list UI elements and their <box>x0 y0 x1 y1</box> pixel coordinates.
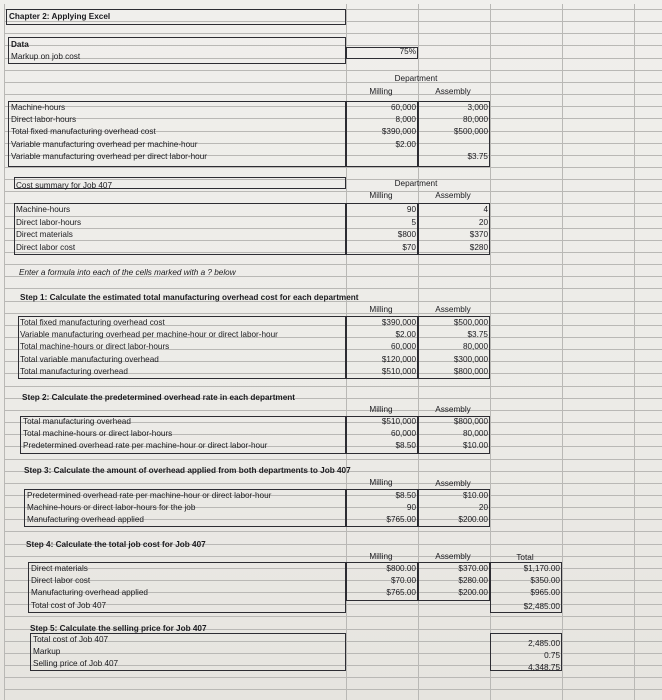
step3-heading: Step 3: Calculate the amount of overhead applied from both departments to Job 407 <box>24 466 351 475</box>
step4-assembly-header: Assembly <box>435 552 471 561</box>
step3-row-label: Machine-hours or direct labor-hours for the job <box>27 503 196 513</box>
step1-milling-value[interactable]: $120,000 <box>381 354 416 364</box>
instruction-text: Enter a formula into each of the cells marked with a ? below <box>19 268 236 277</box>
cost-milling-value[interactable]: 90 <box>406 205 416 214</box>
grid-row-line <box>4 264 662 265</box>
step1-row-label: Total machine-hours or direct labor-hours <box>20 342 170 352</box>
step1-assembly-header: Assembly <box>435 305 471 314</box>
step5-total-value[interactable]: 2,485.00 <box>528 639 560 648</box>
step1-milling-header: Milling <box>369 305 393 314</box>
step2-milling-value[interactable]: $510,000 <box>381 417 416 426</box>
step5-row-label: Selling price of Job 407 <box>33 659 119 668</box>
step4-milling-value[interactable]: $800.00 <box>386 564 416 573</box>
grid-row-line <box>4 70 662 71</box>
grid-row-line <box>4 191 662 192</box>
step2-assembly-value[interactable]: $800,000 <box>453 417 488 426</box>
step2-row-label: Total manufacturing overhead <box>23 417 131 426</box>
step1-milling-value[interactable]: $2.00 <box>395 330 416 340</box>
data-milling-header: Milling <box>369 87 393 96</box>
step3-milling-header: Milling <box>369 478 393 487</box>
cost-row-label: Machine-hours <box>16 205 71 214</box>
page-title: Chapter 2: Applying Excel <box>9 12 111 21</box>
step4-row-label: Direct materials <box>31 564 88 573</box>
cost-milling-header: Milling <box>369 191 393 200</box>
data-assembly-header: Assembly <box>435 87 471 96</box>
grid-row-line <box>4 94 662 95</box>
step3-assembly-value[interactable]: 20 <box>478 503 488 513</box>
grid-column-line <box>562 4 563 700</box>
data-assembly-value[interactable]: 3,000 <box>467 103 488 112</box>
step4-assembly-value[interactable]: $280.00 <box>458 576 488 586</box>
step2-milling-value[interactable]: $8.50 <box>395 441 416 451</box>
step4-total-value[interactable]: $1,170.00 <box>523 564 560 573</box>
step4-total-value[interactable]: $965.00 <box>530 588 560 598</box>
cost-assembly-value[interactable]: 4 <box>483 205 488 214</box>
step4-total-header: Total <box>516 553 534 562</box>
grid-row-line <box>4 167 662 168</box>
step1-milling-value[interactable]: $510,000 <box>381 366 416 376</box>
step2-assembly-header: Assembly <box>435 405 471 414</box>
cost-row-label: Direct labor cost <box>16 242 76 252</box>
step5-total-value[interactable]: 4,348.75 <box>528 663 560 672</box>
data-assembly-value[interactable]: $3.75 <box>467 152 488 161</box>
step4-row-label: Direct labor cost <box>31 576 91 586</box>
cost-row-label: Direct labor-hours <box>16 217 82 227</box>
grid-row-line <box>4 483 662 484</box>
step4-total-value[interactable]: $350.00 <box>530 576 560 586</box>
grid-row-line <box>4 288 662 289</box>
step1-assembly-value[interactable]: $500,000 <box>453 318 488 327</box>
step3-assembly-header: Assembly <box>435 479 471 488</box>
step4-total-value[interactable]: $2,485.00 <box>523 602 560 611</box>
data-row-label: Variable manufacturing overhead per machine-hour <box>11 139 198 149</box>
step2-row-label: Predetermined overhead rate per machine-hour or direct labor-hour <box>23 441 268 451</box>
cost-assembly-value[interactable]: 20 <box>478 217 488 227</box>
grid-row-line <box>4 313 662 314</box>
step1-milling-value[interactable]: 60,000 <box>390 342 416 352</box>
step4-milling-value[interactable]: $765.00 <box>386 588 416 598</box>
step2-assembly-value[interactable]: 80,000 <box>462 429 488 439</box>
grid-row-line <box>4 531 662 532</box>
step4-row-label: Manufacturing overhead applied <box>31 588 148 598</box>
cost-department-header: Department <box>394 179 438 188</box>
data-milling-value[interactable]: $390,000 <box>381 127 416 137</box>
markup-value[interactable]: 75% <box>399 47 416 56</box>
step4-assembly-value[interactable]: $370.00 <box>458 564 488 573</box>
step2-milling-value[interactable]: 60,000 <box>390 429 416 439</box>
step2-assembly-value[interactable]: $10.00 <box>462 441 488 451</box>
step1-row-label: Total manufacturing overhead <box>20 366 128 376</box>
step2-heading: Step 2: Calculate the predetermined overhead rate in each department <box>22 393 295 402</box>
grid-column-line <box>4 4 5 700</box>
step2-milling-header: Milling <box>369 405 393 414</box>
step1-heading: Step 1: Calculate the estimated total manufacturing overhead cost for each department <box>20 293 359 302</box>
step3-assembly-value[interactable]: $200.00 <box>458 515 488 525</box>
step4-row-label: Total cost of Job 407 <box>31 600 107 610</box>
data-milling-value[interactable]: $2.00 <box>395 139 416 149</box>
step5-row-label: Markup <box>33 647 61 656</box>
step4-milling-header: Milling <box>369 552 393 561</box>
step5-total-value[interactable]: 0.75 <box>544 651 560 660</box>
grid-row-line <box>4 677 662 678</box>
step4-milling-value[interactable]: $70.00 <box>390 576 416 586</box>
step4-heading: Step 4: Calculate the total job cost for Job 407 <box>26 540 206 549</box>
cost-assembly-value[interactable]: $280 <box>469 242 488 252</box>
data-milling-value[interactable]: 60,000 <box>390 103 416 112</box>
step1-assembly-value[interactable]: 80,000 <box>462 342 488 352</box>
step4-assembly-value[interactable]: $200.00 <box>458 588 488 598</box>
step3-assembly-value[interactable]: $10.00 <box>462 491 488 500</box>
step1-row-label: Total fixed manufacturing overhead cost <box>20 318 165 327</box>
step3-milling-value[interactable]: $765.00 <box>386 515 416 525</box>
data-row-label: Total fixed manufacturing overhead cost <box>11 127 156 137</box>
grid-row-line <box>4 82 662 83</box>
cost-summary-heading: Cost summary for Job 407 <box>16 181 113 190</box>
step5-row-label: Total cost of Job 407 <box>33 635 109 644</box>
cost-row-label: Direct materials <box>16 230 73 239</box>
step1-milling-value[interactable]: $390,000 <box>381 318 416 327</box>
cost-assembly-value[interactable]: $370 <box>469 230 488 239</box>
step3-row-label: Predetermined overhead rate per machine-hour or direct labor-hour <box>27 491 272 500</box>
grid-row-line <box>4 616 662 617</box>
step5-heading: Step 5: Calculate the selling price for Job 407 <box>30 624 207 633</box>
data-milling-value[interactable]: 8,000 <box>395 115 416 125</box>
step1-assembly-value[interactable]: $3.75 <box>467 330 488 340</box>
data-assembly-value[interactable]: 80,000 <box>462 115 488 125</box>
step1-row-label: Total variable manufacturing overhead <box>20 354 159 364</box>
grid-row-line <box>4 556 662 557</box>
step3-milling-value[interactable]: $8.50 <box>395 491 416 500</box>
data-heading: Data <box>11 40 29 49</box>
step2-row-label: Total machine-hours or direct labor-hours <box>23 429 173 439</box>
grid-row-line <box>4 33 662 34</box>
data-assembly-value[interactable]: $500,000 <box>453 127 488 137</box>
grid-row-line <box>4 459 662 460</box>
grid-row-line <box>4 386 662 387</box>
step1-assembly-value[interactable]: $300,000 <box>453 354 488 364</box>
data-department-header: Department <box>394 74 438 83</box>
cost-milling-value[interactable]: $800 <box>397 230 416 239</box>
data-row-label: Variable manufacturing overhead per direct labor-hour <box>11 151 208 161</box>
markup-label: Markup on job cost <box>11 52 81 61</box>
cost-assembly-header: Assembly <box>435 191 471 200</box>
grid-row-line <box>4 689 662 690</box>
cost-milling-value[interactable]: 5 <box>411 217 416 227</box>
data-row-label: Machine-hours <box>11 103 66 112</box>
grid-row-line <box>4 410 662 411</box>
step1-row-label: Variable manufacturing overhead per machine-hour or direct labor-hour <box>20 330 278 340</box>
step1-assembly-value[interactable]: $800,000 <box>453 366 488 376</box>
grid-column-line <box>634 4 635 700</box>
step3-milling-value[interactable]: 90 <box>406 503 416 513</box>
data-row-label: Direct labor-hours <box>11 115 77 125</box>
cost-milling-value[interactable]: $70 <box>402 242 416 252</box>
step3-row-label: Manufacturing overhead applied <box>27 515 144 525</box>
